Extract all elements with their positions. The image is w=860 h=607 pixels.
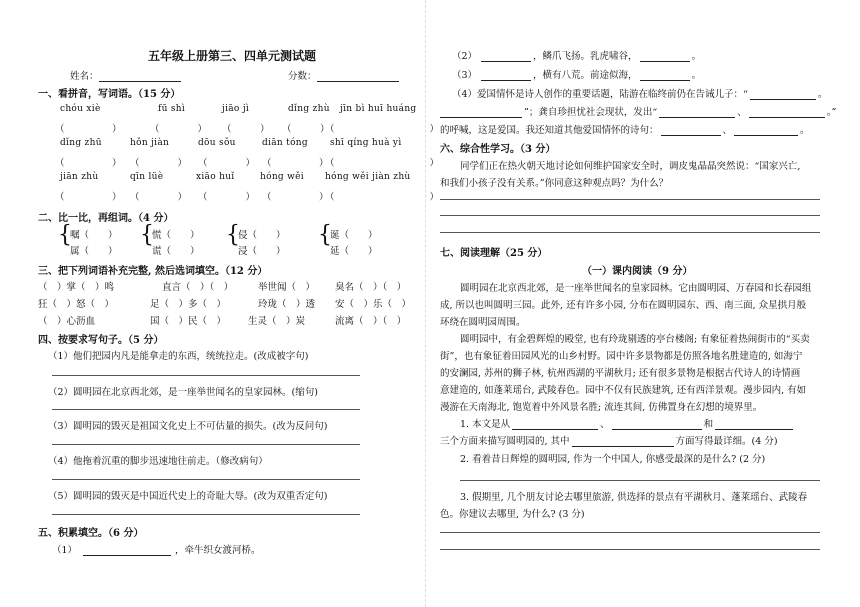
sentence-task: （2）圆明园在北京西北郊，是一座举世闻名的皇家园林。(缩句) (48, 387, 318, 398)
section-5-heading: 五、积累填空。（6 分） (38, 528, 144, 539)
idiom-blank[interactable]: 玲珑（ ）透 (258, 299, 316, 310)
brace-icon: { (318, 221, 332, 248)
idiom-blank[interactable]: 足（ ）多（ ） (150, 299, 227, 310)
section-6-heading: 六、综合性学习。（3 分） (440, 144, 556, 155)
poem-text: ，鳞爪飞扬。乳虎啸谷， (533, 51, 638, 62)
answer-line[interactable] (440, 215, 820, 216)
question-sep: 、 (600, 419, 610, 430)
subsection-heading: （一）课内阅读（9 分） (582, 266, 693, 277)
fill-blank[interactable] (659, 107, 735, 118)
answer-blank[interactable]: （ ） (55, 124, 122, 135)
fill-blank[interactable] (440, 107, 522, 118)
answer-blank[interactable]: （ ） (325, 192, 440, 203)
fill-line-2 (452, 48, 701, 62)
fill-line-3 (452, 67, 701, 81)
passage-line: 的安澜园, 苏州的狮子林, 杭州西湖的平湖秋月; 还有很多景物是根据古代诗人的诗情画 (440, 368, 801, 379)
fill-blank[interactable] (715, 419, 793, 430)
pinyin: dǐng zhù (288, 104, 330, 114)
fill-blank[interactable] (481, 70, 531, 81)
section-3-heading: 三、把下列词语补充完整, 然后选词填空。（12 分） (38, 266, 268, 277)
fill-text: 的呼喊，这是爱国。我还知道其他爱国情怀的诗句： (440, 125, 659, 136)
answer-blank[interactable]: （ ） (198, 158, 256, 169)
idiom-blank[interactable]: 生灵（ ）炭 (248, 316, 306, 327)
sentence-task: （4）他拖着沉重的脚步迅速地往前走。（修改病句） (48, 456, 268, 467)
sentence-task: （5）圆明园的毁灭是中国近代史上的奇耻大辱。(改为双重否定句) (48, 491, 328, 502)
sentence-task: （3）圆明园的毁灭是祖国文化史上不可估量的损失。(改为反问句) (48, 421, 328, 432)
fill-blank[interactable] (612, 419, 702, 430)
discussion-text: 和我们小孩子没有关系。”你同意这种观点吗？为什么？ (440, 178, 669, 189)
idiom-blank[interactable]: 国（ ）民（ ） (150, 316, 227, 327)
passage-line: 漫游在天南海北, 饱览着中外风景名胜; 流连其间, 仿佛置身在幻想的境界里。 (440, 402, 763, 413)
fill-blank[interactable] (661, 125, 721, 136)
passage-line: 街”，也有象征着田园风光的山乡村野。园中许多景物都是仿照各地名胜建造的, 如海宁 (440, 351, 803, 362)
fill-blank[interactable] (481, 51, 531, 62)
section-4-heading: 四、按要求写句子。（5 分） (38, 335, 164, 346)
idiom-blank[interactable]: 举世闻（ ） (258, 282, 316, 293)
passage-line: 意建造的, 如蓬莱瑶台, 武陵春色。园中不仅有民族建筑, 还有西洋景观。漫步园内, 有如 (440, 385, 807, 396)
fill-blank[interactable] (750, 89, 816, 100)
pinyin: dōu sǒu (198, 138, 236, 148)
pinyin: jīn bì huī huáng (340, 104, 417, 114)
discussion-text: 同学们正在热火朝天地讨论如何维护国家安全时，调皮鬼晶晶突然说：“国家兴亡, (460, 161, 801, 172)
item-number: （1） (52, 545, 78, 556)
pinyin: chóu xiè (60, 104, 101, 114)
poem-text: ，横有八荒。前途似海， (533, 70, 638, 81)
page-divider (425, 0, 426, 607)
idiom-blank[interactable]: 直言（ ）（ ） (162, 282, 234, 293)
pinyin: hóng wěi jiàn zhù (325, 172, 411, 182)
question-3-cont: 色。你建议去哪里, 为什么? (3 分) (440, 509, 585, 520)
brace-icon: { (58, 221, 72, 248)
question-sep: 和 (703, 419, 714, 430)
compare-word[interactable]: 谎（ ） (152, 246, 200, 257)
idiom-blank[interactable]: 臭名（ ）（ ） (335, 282, 407, 293)
fill-blank[interactable] (640, 51, 690, 62)
fill-end: 。 (800, 125, 810, 136)
passage-line: 成, 所以也叫圆明三园。此外, 还有许多小园, 分布在圆明园东、西、南三面, 众星拱月般 (440, 300, 807, 311)
brace-icon: { (140, 221, 154, 248)
fill-line-4 (452, 86, 827, 100)
page-title: 五年级上册第三、四单元测试题 (148, 49, 317, 63)
answer-blank[interactable]: （ ） (150, 124, 208, 135)
answer-blank[interactable]: （ ） (198, 192, 256, 203)
question-1 (460, 416, 793, 430)
item-number: （2） (452, 51, 478, 62)
answer-blank[interactable]: （ ） (262, 192, 329, 203)
pinyin: hóng wěi (260, 172, 304, 182)
answer-blank[interactable]: （ ） (130, 192, 188, 203)
fill-text: ”；龚自珍担忧社会现状，发出“ (524, 107, 658, 118)
sentence-task: （1）他们把园内凡是能拿走的东西，统统拉走。(改成被字句) (48, 351, 309, 362)
section-2-heading: 二、比一比，再组词。（4 分） (38, 213, 174, 224)
idiom-blank[interactable]: 流离（ ）（ ） (335, 316, 407, 327)
idiom-blank[interactable]: 狂（ ）怒（ ） (38, 299, 115, 310)
fill-blank[interactable] (83, 545, 171, 556)
pinyin: xiāo huǐ (196, 172, 235, 182)
score-field[interactable] (288, 68, 399, 82)
name-field[interactable] (70, 68, 181, 82)
answer-line[interactable] (440, 232, 820, 233)
answer-blank[interactable]: （ ） (325, 158, 440, 169)
answer-blank[interactable]: （ ） (222, 124, 270, 135)
question-text: 三个方面来描写圆明园的, 其中 (440, 436, 570, 447)
fill-blank[interactable] (512, 419, 598, 430)
passage-line: 圆明园中，有金碧辉煌的殿堂, 也有玲珑剔透的亭台楼阁; 有象征着热闹街市的“买卖 (460, 334, 810, 345)
question-3: 3. 假期里, 几个朋友讨论去哪里旅游, 供选择的景点有平湖秋月、蓬莱瑶台、武陵春 (460, 492, 808, 503)
pinyin: dǐng zhū (60, 138, 102, 148)
answer-blank[interactable]: （ ） (262, 158, 329, 169)
fill-blank[interactable] (572, 436, 674, 447)
name-label: 姓名： (70, 71, 99, 82)
fill-sep: 、 (737, 107, 747, 118)
answer-line[interactable] (52, 444, 360, 445)
pinyin: shī qíng huà yì (330, 138, 402, 148)
answer-line[interactable] (52, 409, 360, 410)
score-underline[interactable] (317, 71, 399, 82)
idiom-blank[interactable]: 安（ ）乐（ ） (335, 299, 412, 310)
poem-text: ，牵牛织女渡河桥。 (175, 545, 261, 556)
compare-word[interactable]: 属（ ） (70, 246, 118, 257)
fill-end: 。 (817, 89, 828, 100)
question-text: 方面写得最详细。(4 分) (675, 436, 778, 447)
item-number: （3） (452, 70, 478, 81)
answer-line[interactable] (440, 549, 820, 550)
fill-text: （4）爱国情怀是诗人创作的重要话题，陆游在临终前仍在告诫儿子：“ (452, 89, 748, 100)
compare-word[interactable]: 浸（ ） (238, 246, 286, 257)
question-2: 2. 看着昔日辉煌的圆明园, 作为一个中国人, 你感受最深的是什么? (2 分) (460, 454, 766, 465)
brace-icon: { (226, 221, 240, 248)
idiom-blank[interactable]: （ ）心沥血 (38, 316, 96, 327)
pinyin: diān tóng (262, 138, 308, 148)
compare-word[interactable]: 延（ ） (330, 246, 378, 257)
fill-sep: 、 (722, 125, 733, 136)
answer-blank[interactable]: （ ） (55, 192, 122, 203)
answer-line[interactable] (440, 199, 820, 200)
score-label: 分数： (288, 71, 317, 82)
answer-blank[interactable]: （ ） (55, 158, 122, 169)
fill-blank[interactable] (749, 107, 825, 118)
pinyin: fū shì (158, 104, 186, 114)
idiom-blank[interactable]: （ ）掌（ ）鸣 (38, 282, 115, 293)
name-underline[interactable] (99, 71, 181, 82)
fill-blank[interactable] (734, 125, 798, 136)
poem-end: 。 (691, 51, 702, 62)
pinyin: hǒn jiàn (130, 138, 170, 148)
fill-line-6 (440, 122, 810, 136)
fill-blank[interactable] (640, 70, 690, 81)
answer-line[interactable] (52, 479, 360, 480)
fill-end: 。” (826, 107, 837, 118)
fill-line-5 (440, 104, 836, 118)
section-1-heading: 一、看拼音，写词语。（15 分） (38, 89, 181, 100)
passage-line: 圆明园在北京西北郊，是一座举世闻名的皇家园林。它由圆明园、万春园和长春园组 (460, 283, 812, 294)
question-text: 1. 本文是从 (460, 419, 511, 430)
answer-blank[interactable]: （ ） (130, 158, 188, 169)
pinyin: jiāo jì (222, 104, 250, 114)
answer-line[interactable] (440, 532, 820, 533)
poem-end: 。 (691, 70, 702, 81)
answer-line[interactable] (52, 375, 360, 376)
answer-line[interactable] (460, 480, 820, 481)
fill-line-1 (52, 542, 261, 556)
answer-line[interactable] (52, 514, 360, 515)
right-column (430, 0, 860, 607)
answer-blank[interactable]: （ ） (282, 124, 330, 135)
passage-line: 环绕在圆明园周围。 (440, 317, 526, 328)
pinyin: qīn lüè (130, 172, 164, 182)
compare-word[interactable]: 诞（ ） (330, 230, 378, 241)
compare-word[interactable]: 侵（ ） (238, 230, 286, 241)
question-1-cont (440, 433, 778, 447)
compare-word[interactable]: 嘱（ ） (70, 230, 118, 241)
pinyin: jiān zhù (60, 172, 99, 182)
answer-blank[interactable]: （ ） (325, 124, 440, 135)
compare-word[interactable]: 慌（ ） (152, 230, 200, 241)
section-7-heading: 七、阅读理解（25 分） (440, 248, 548, 259)
